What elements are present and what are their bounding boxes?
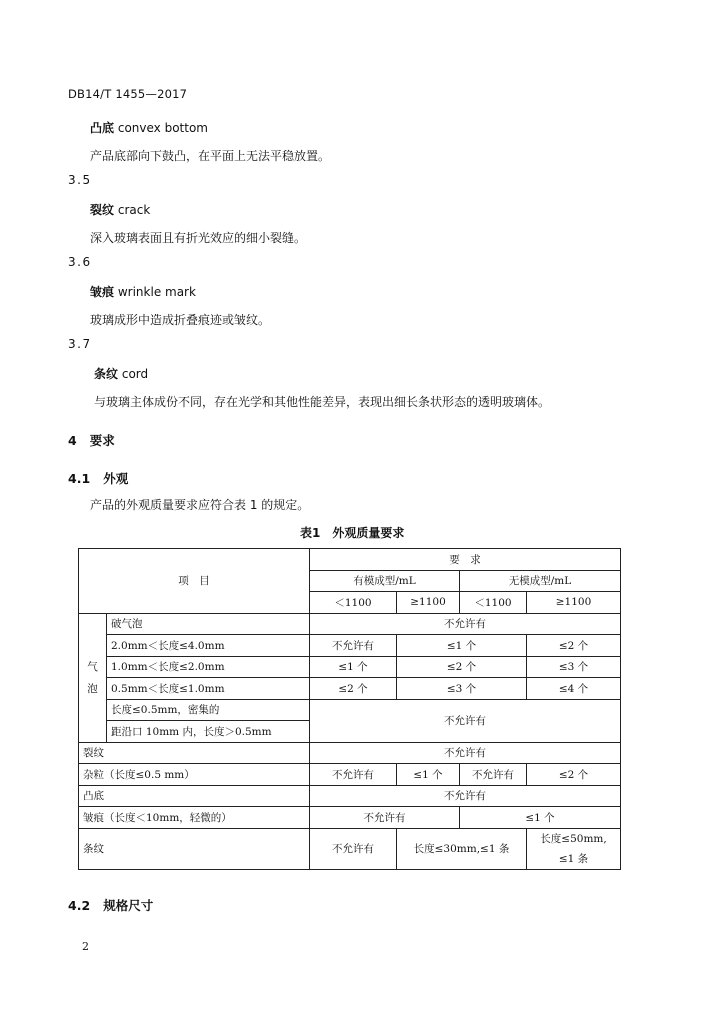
table-row	[79, 549, 621, 571]
bubble-group-label: 气泡	[79, 613, 107, 742]
capacity-header: ＜1100	[310, 592, 397, 614]
value-cell: ≤1 个	[310, 656, 397, 678]
term-definition: 产品底部向下鼓凸，在平面上无法平稳放置。	[90, 149, 331, 163]
term-cn: 凸底	[90, 121, 115, 135]
term-definition: 深入玻璃表面且有折光效应的细小裂缝。	[90, 231, 307, 245]
value-cell: 不允许有	[310, 785, 621, 807]
value-cell: 长度≤30mm,≤1 条	[397, 828, 527, 869]
capacity-header: ≥1100	[527, 592, 621, 614]
section-number: 4.2	[68, 898, 91, 913]
value-cell: ≤2 个	[397, 656, 527, 678]
table-row	[79, 678, 621, 700]
value-cell: 不允许有	[310, 828, 397, 869]
item-cell: 杂粒（长度≤0.5 mm）	[79, 764, 310, 786]
term-en: crack	[117, 203, 151, 217]
section-intro: 产品的外观质量要求应符合表 1 的规定。	[90, 498, 310, 512]
item-cell: 1.0mm＜长度≤2.0mm	[107, 656, 310, 678]
value-cell: 不允许有	[310, 742, 621, 764]
item-cell: 0.5mm＜长度≤1.0mm	[107, 678, 310, 700]
appearance-quality-table	[78, 548, 621, 870]
value-cell: ≤2 个	[527, 635, 621, 657]
value-cell	[527, 828, 621, 869]
document-header: DB14/T 1455—2017	[68, 87, 188, 101]
item-header-cell: 项 目	[79, 549, 310, 614]
section-title: 要求	[89, 433, 115, 448]
value-cell: ≤3 个	[397, 678, 527, 700]
value-cell: 不允许有	[310, 635, 397, 657]
page-number: 2	[82, 940, 89, 953]
table-row	[79, 742, 621, 764]
value-cell: 不允许有	[310, 699, 621, 742]
item-cell: 裂纹	[79, 742, 310, 764]
term-en: wrinkle mark	[117, 285, 196, 299]
value-cell: 不允许有	[310, 613, 621, 635]
value-line: 长度≤50mm,	[540, 832, 607, 845]
item-cell: 条纹	[79, 828, 310, 869]
term-definition: 与玻璃主体成份不同，存在光学和其他性能差异，表现出细长条状形态的透明玻璃体。	[94, 395, 551, 409]
capacity-header: ≥1100	[397, 592, 460, 614]
value-line: ≤1 条	[558, 852, 589, 865]
term-crack	[90, 201, 150, 218]
item-cell: 长度≤0.5mm，密集的	[107, 699, 310, 721]
value-cell: ≤2 个	[527, 764, 621, 786]
table-row	[79, 764, 621, 786]
value-cell: 不允许有	[460, 764, 527, 786]
table-row	[79, 785, 621, 807]
section-number: 4	[68, 433, 77, 448]
item-cell: 皱痕（长度＜10mm，轻微的）	[79, 807, 310, 829]
value-cell: 不允许有	[310, 807, 460, 829]
table-row	[79, 656, 621, 678]
term-cn: 裂纹	[90, 203, 115, 217]
section-number: 4.1	[68, 471, 91, 486]
section-heading-4-2	[68, 896, 153, 914]
table-row	[79, 828, 621, 869]
value-cell: ≤1 个	[460, 807, 621, 829]
requirement-header-cell: 要 求	[310, 549, 621, 571]
term-wrinkle-mark	[90, 283, 196, 300]
table-row	[79, 613, 621, 635]
item-cell: 凸底	[79, 785, 310, 807]
table-caption: 表1 外观质量要求	[300, 526, 405, 540]
section-heading-4-1	[68, 469, 128, 487]
term-cn: 条纹	[94, 367, 119, 381]
value-cell: 不允许有	[310, 764, 397, 786]
value-cell: ≤2 个	[310, 678, 397, 700]
group-header-moldless: 无模成型/mL	[460, 570, 621, 592]
section-title: 规格尺寸	[103, 898, 154, 913]
term-en: convex bottom	[117, 121, 208, 135]
table-row	[79, 699, 621, 721]
term-convex-bottom	[90, 119, 208, 136]
value-cell: ≤1 个	[397, 635, 527, 657]
table-row	[79, 635, 621, 657]
group-header-molded: 有模成型/mL	[310, 570, 460, 592]
term-cn: 皱痕	[90, 285, 115, 299]
value-cell: ≤3 个	[527, 656, 621, 678]
value-cell: ≤4 个	[527, 678, 621, 700]
item-cell: 破气泡	[107, 613, 310, 635]
capacity-header: ＜1100	[460, 592, 527, 614]
term-cord	[94, 365, 148, 382]
table-row	[79, 807, 621, 829]
section-heading-4	[68, 431, 115, 449]
section-title: 外观	[103, 471, 129, 486]
item-cell: 距沿口 10mm 内，长度＞0.5mm	[107, 721, 310, 743]
value-cell: ≤1 个	[397, 764, 460, 786]
item-cell: 2.0mm＜长度≤4.0mm	[107, 635, 310, 657]
term-definition: 玻璃成形中造成折叠痕迹或皱纹。	[90, 313, 271, 327]
clause-number: 3.6	[68, 255, 92, 269]
term-en: cord	[121, 367, 149, 381]
clause-number: 3.5	[68, 173, 92, 187]
clause-number: 3.7	[68, 337, 92, 351]
